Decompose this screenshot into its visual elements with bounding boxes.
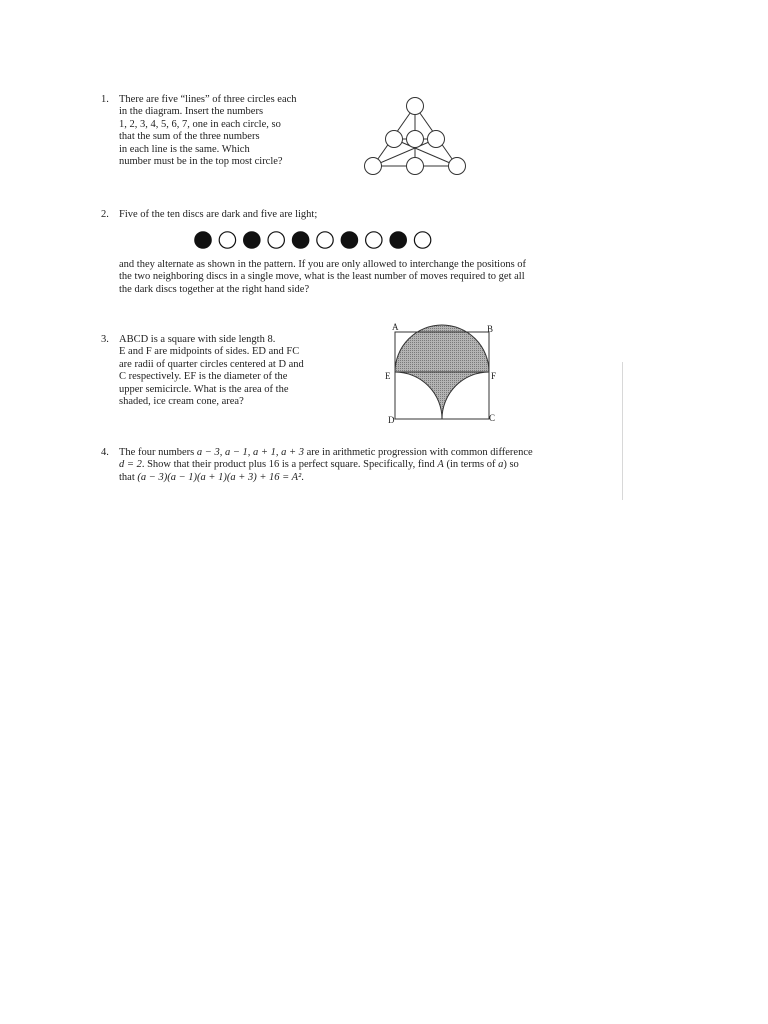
diagram-circle-top (407, 98, 424, 115)
light-disc (317, 232, 333, 248)
light-disc (268, 232, 284, 248)
ice-cream-square-diagram (380, 322, 500, 427)
problem-3-line: E and F are midpoints of sides. ED and FC (119, 346, 300, 358)
scan-edge-line (622, 362, 623, 500)
math-variable: A (437, 459, 444, 471)
diagram-circle-bottom-left (365, 158, 382, 175)
light-disc (219, 232, 235, 248)
problem-4-number: 4. (101, 447, 109, 458)
problem-1-line: in the diagram. Insert the numbers (119, 106, 264, 118)
text-segment: (in terms of (443, 459, 499, 471)
problem-4-line-1 (119, 447, 599, 459)
problem-1-line: in each line is the same. Which (119, 143, 250, 155)
diagram-circle-center (407, 131, 424, 148)
dark-disc (244, 232, 260, 248)
math-expression: (a − 3)(a − 1)(a + 1)(a + 3) + 16 = A² (137, 471, 302, 483)
label-d: D (388, 415, 395, 425)
text-segment: . (301, 471, 304, 483)
shaded-cone (395, 372, 489, 419)
light-disc (414, 232, 430, 248)
problem-1-line: number must be in the top most circle? (119, 156, 283, 168)
label-a: A (392, 322, 399, 332)
dark-disc (292, 232, 308, 248)
problem-3-line: are radii of quarter circles centered at D and (119, 358, 304, 370)
math-variable: a (498, 459, 504, 471)
problem-4-line-3 (119, 472, 599, 484)
math-expression: d = 2 (119, 459, 142, 471)
dark-disc (390, 232, 406, 248)
diagram-circle-mid-right (428, 131, 445, 148)
problem-2-line: the dark discs together at the right hand side? (119, 283, 310, 295)
disc-row (192, 230, 437, 250)
problem-2-line: and they alternate as shown in the pattern. If you are only allowed to interchange the positions of (119, 259, 527, 270)
problem-2-text (119, 259, 589, 296)
problem-1-line: that the sum of the three numbers (119, 131, 260, 143)
problem-2-intro: Five of the ten discs are dark and five are light; (119, 209, 318, 220)
math-expression: a − 3, a − 1, a + 1, a + 3 (196, 447, 304, 458)
label-b: B (487, 324, 494, 334)
problem-3-line: ABCD is a square with side length 8. (119, 334, 276, 345)
problem-3-line: shaded, ice cream cone, area? (119, 396, 244, 408)
problem-1-line: 1, 2, 3, 4, 5, 6, 7, one in each circle, so (119, 118, 281, 130)
diagram-circle-bottom-right (449, 158, 466, 175)
text-segment: that (119, 471, 138, 483)
label-f: F (491, 371, 497, 381)
problem-1-number: 1. (101, 94, 109, 105)
problem-3-line: upper semicircle. What is the area of the (119, 383, 289, 395)
problem-3-text (119, 334, 349, 408)
text-segment: . Show that their product plus 16 is a perfect square. Specifically, find (141, 459, 438, 471)
text-segment: ) so (503, 459, 519, 471)
label-c: C (489, 413, 496, 423)
problem-3-line: C respectively. EF is the diameter of the (119, 371, 288, 383)
diagram-circle-mid-left (386, 131, 403, 148)
problem-2-number: 2. (101, 209, 109, 220)
label-e: E (385, 371, 391, 381)
problem-1-text (119, 94, 349, 168)
problem-3-number: 3. (101, 334, 109, 345)
diagram-circle-bottom-mid (407, 158, 424, 175)
problem-4-text (119, 447, 599, 484)
triangle-circles-diagram (360, 92, 470, 182)
text-segment: are in arithmetic progression with common difference (303, 447, 533, 458)
problem-4-line-2 (119, 459, 599, 471)
problem-2-line: the two neighboring discs in a single move, what is the least number of moves required to get all (119, 271, 525, 283)
light-disc (366, 232, 382, 248)
dark-disc (195, 232, 211, 248)
dark-disc (341, 232, 357, 248)
problem-1-line: There are five “lines” of three circles each (119, 94, 297, 105)
text-segment: The four numbers (119, 447, 197, 458)
